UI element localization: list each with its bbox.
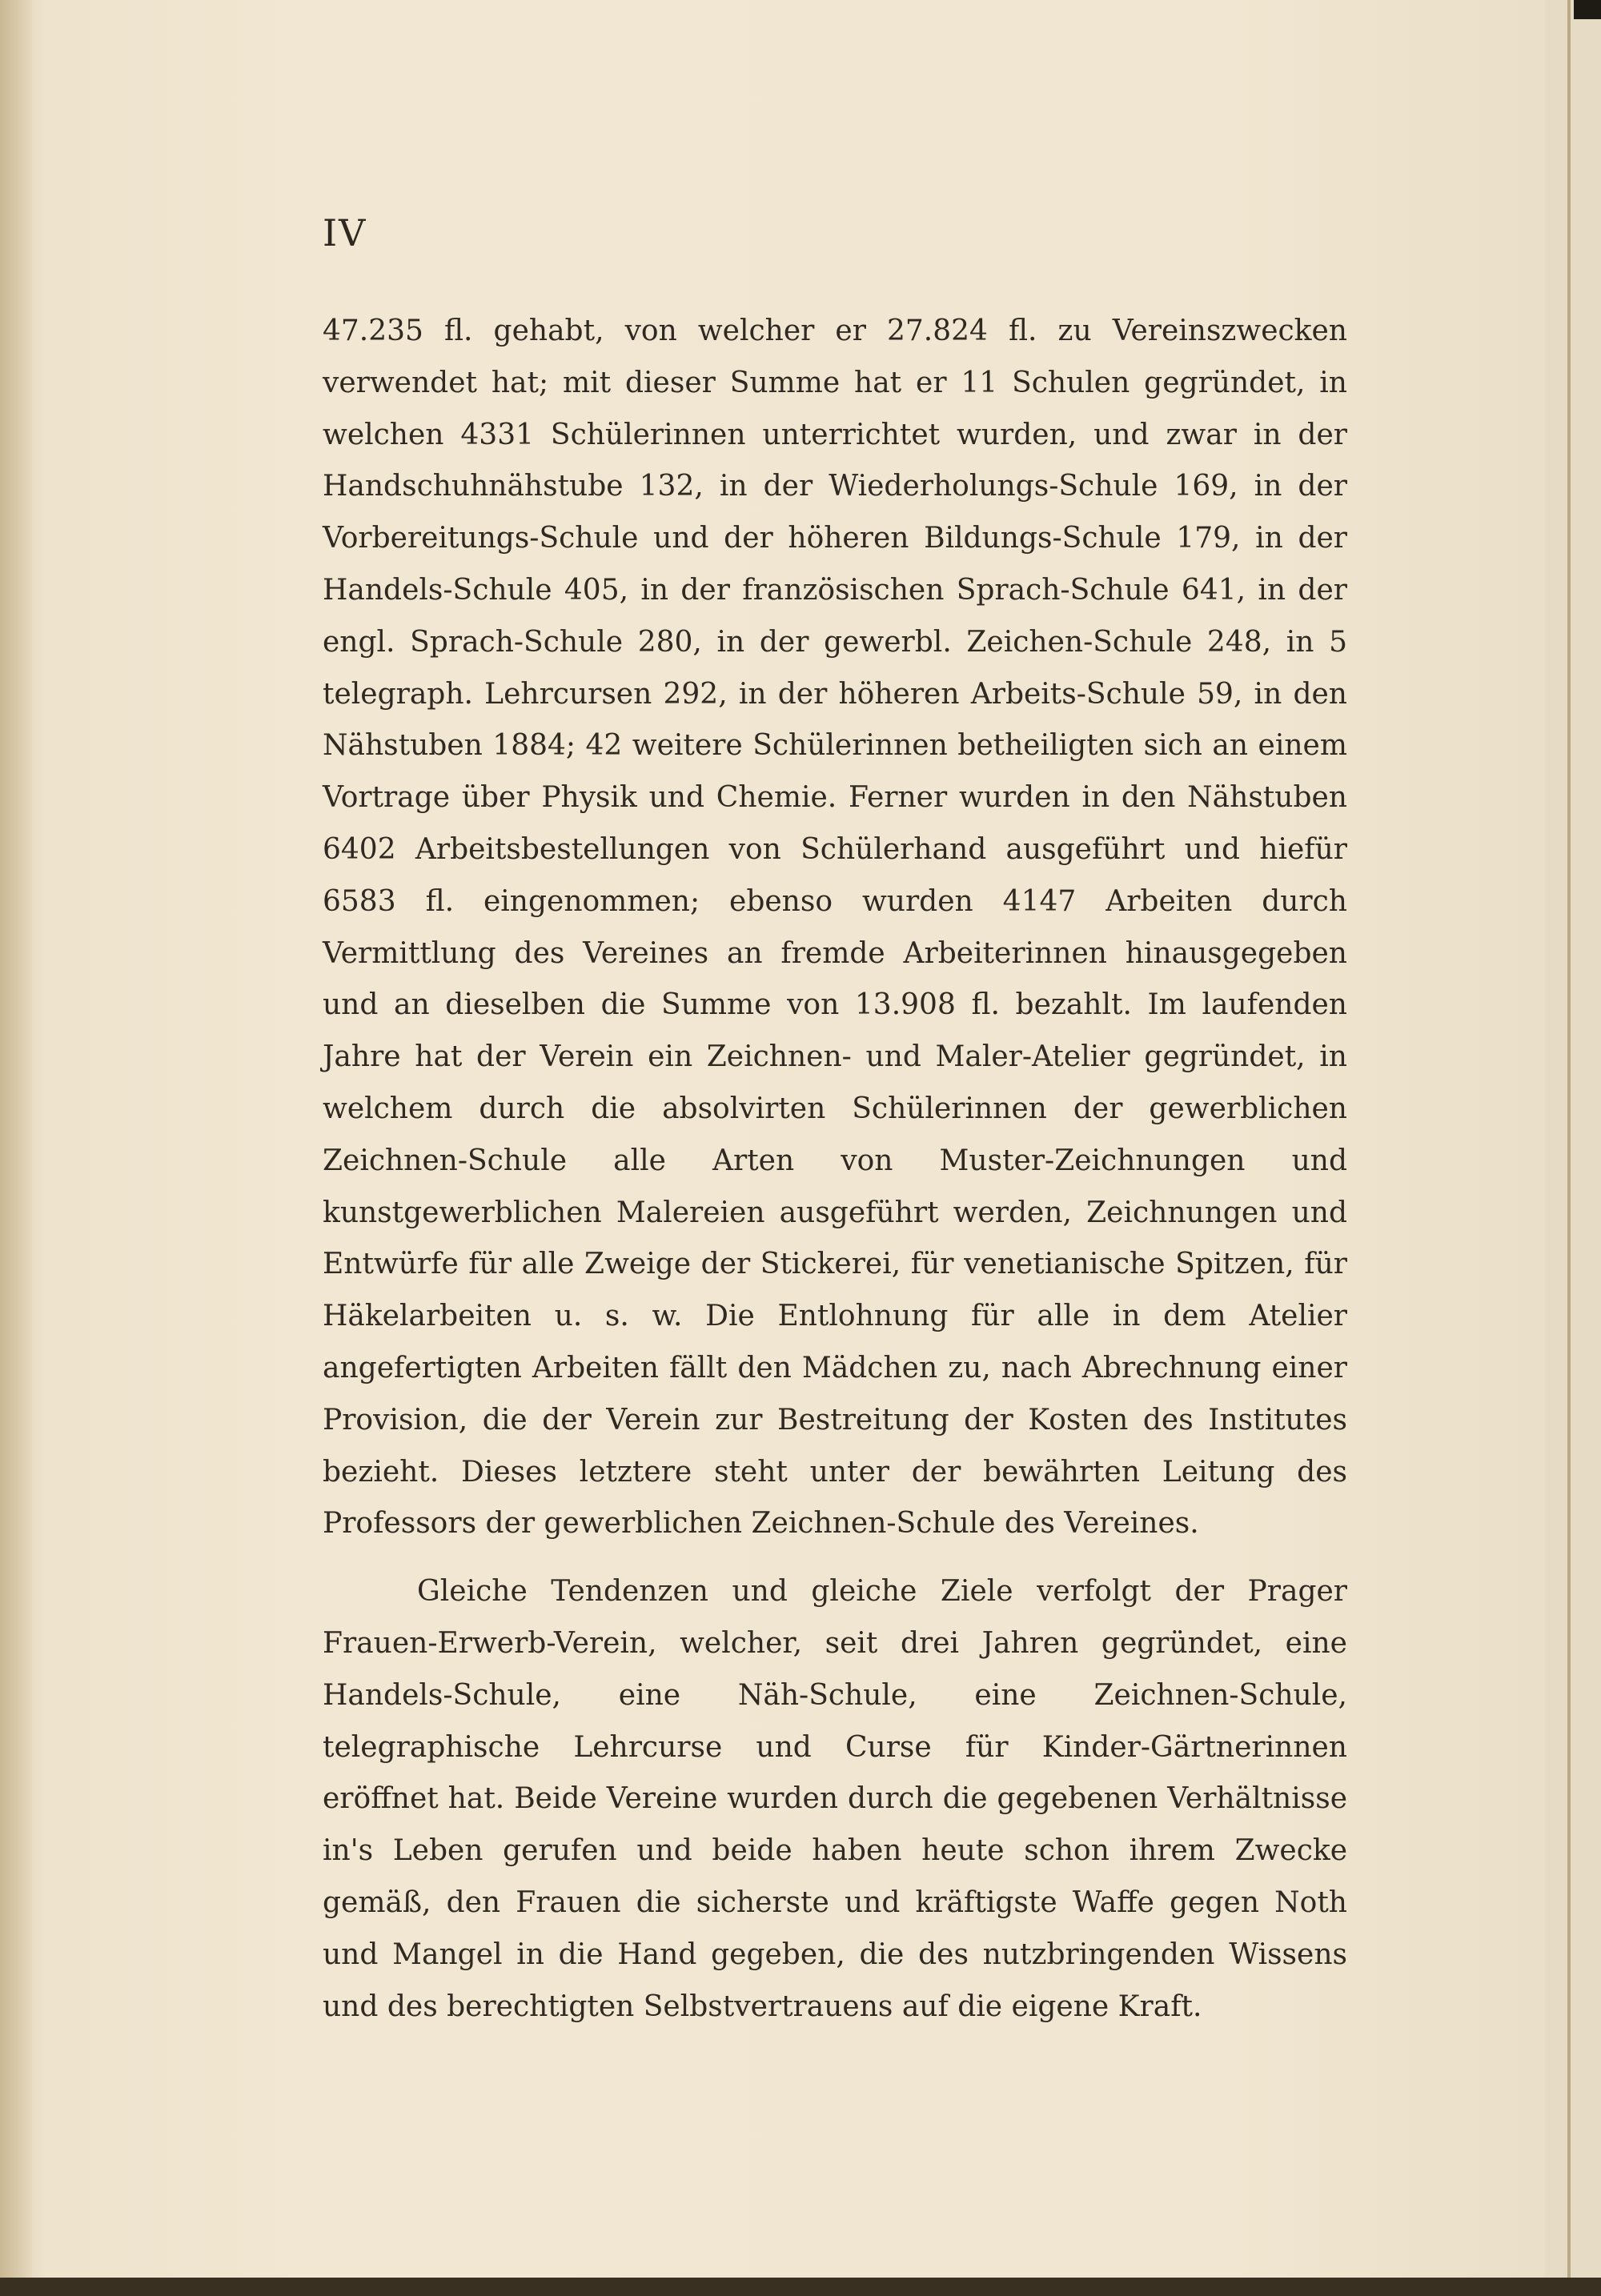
page-edge-line (1567, 0, 1571, 2296)
paragraph: Gleiche Tendenzen und gleiche Ziele verfolgt der Prager Frauen-Erwerb-Verein, welcher, seit drei Jahren gegründet, eine Handels-Schule, eine Näh-Schule, eine Zeichnen-Schule, telegraphische Lehrcurse und Curse für Kinder-Gärtnerinnen eröffnet hat. Beide Vereine wurden durch die gegebenen Verhältnisse in's Leben gerufen und beide haben heute schon ihrem Zwecke gemäß, den Frauen die sicherste und kräftigste Waffe gegen Noth und Mangel in die Hand gegeben, die des nutzbringenden Wissens und des berechtigten Selbstvertrauens auf die eigene Kraft. (323, 1575, 1347, 2023)
body-text (323, 306, 1347, 2033)
binding-shadow (0, 0, 32, 2296)
paragraph: 47.235 fl. gehabt, von welcher er 27.824 fl. zu Vereinszwecken verwendet hat; mit dieser Summe hat er 11 Schulen gegründet, in welchen 4331 Schülerinnen unterrichtet wurden, und zwar in der Handschuhnähstube 132, in der Wiederholungs-Schule 169, in der Vorbereitungs-Schule und der höheren Bildungs-Schule 179, in der Handels-Schule 405, in der französischen Sprach-Schule 641, in der engl. Sprach-Schule 280, in der gewerbl. Zeichen-Schule 248, in 5 telegraph. Lehrcursen 292, in der höheren Arbeits-Schule 59, in den Nähstuben 1884; 42 weitere Schülerinnen betheiligten sich an einem Vortrage über Physik und Chemie. Ferner wurden in den Nähstuben 6402 Arbeitsbestellungen von Schülerhand ausgeführt und hiefür 6583 fl. eingenommen; ebenso wurden 4147 Arbeiten durch Vermittlung des Vereines an fremde Arbeiterinnen hinausgegeben und an dieselben die Summe von 13.908 fl. bezahlt. Im laufenden Jahre hat der Verein ein Zeichnen- und Maler-Atelier gegründet, in welchem durch die absolvirten Schülerinnen der gewerblichen Zeichnen-Schule alle Arten von Muster-Zeichnungen und kunstgewerblichen Malereien ausgeführt werden, Zeichnungen und Entwürfe für alle Zweige der Stickerei, für venetianische Spitzen, für Häkelarbeiten u. s. w. Die Entlohnung für alle in dem Atelier angefertigten Arbeiten fällt den Mädchen zu, nach Abrechnung einer Provision, die der Verein zur Bestreitung der Kosten des Institutes bezieht. Dieses letztere steht unter der bewährten Leitung des Professors der gewerblichen Zeichnen-Schule des Vereines. (323, 315, 1347, 1541)
scan-bottom-border (0, 2278, 1601, 2296)
scan-corner (1574, 0, 1601, 19)
page-number: IV (323, 211, 367, 254)
page-edge (1545, 0, 1601, 2296)
